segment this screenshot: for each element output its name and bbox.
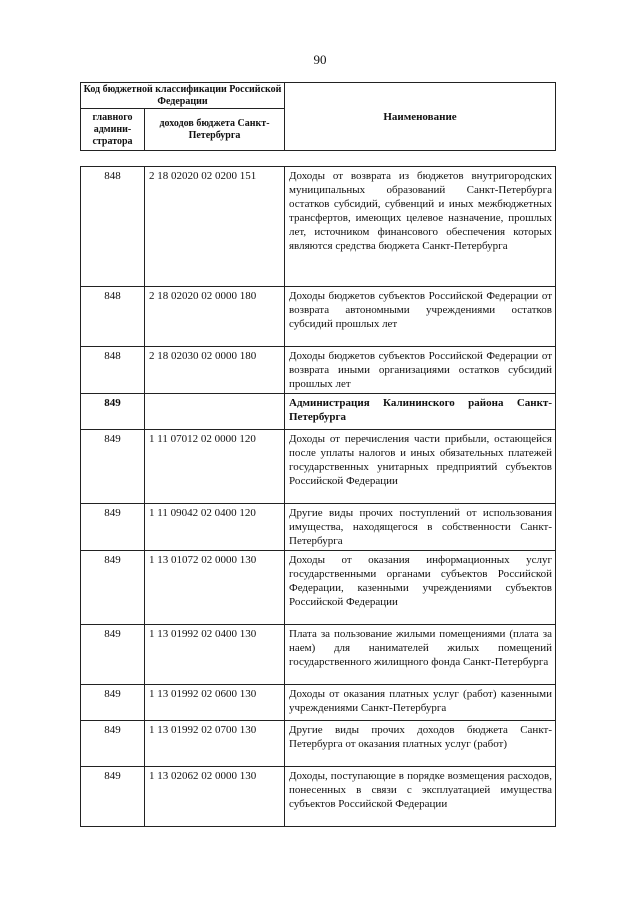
revenue-code-cell: 1 13 01992 02 0400 130 bbox=[145, 625, 285, 685]
revenue-code-cell: 1 13 01992 02 0700 130 bbox=[145, 721, 285, 767]
table-row bbox=[81, 287, 556, 347]
revenue-name-cell: Другие виды прочих поступлений от использования имущества, находящегося в собственности Санкт-Петербурга bbox=[285, 504, 556, 551]
header-group-label: Код бюджетной классификации Российской Федерации bbox=[81, 83, 285, 109]
admin-code-cell: 849 bbox=[81, 551, 145, 625]
table-row bbox=[81, 504, 556, 551]
revenue-name-cell: Доходы от оказания платных услуг (работ) казенными учреждениями Санкт-Петербурга bbox=[285, 685, 556, 721]
revenue-name-cell: Доходы от возврата из бюджетов внутригородских муниципальных образований Санкт-Петербурга остатков субсидий, субвенций и иных межбюджетных трансфертов, имеющих целевое назначение, прошлых лет, источником финансового обеспечения которых являются средства бюджета Санкт-Петербурга bbox=[285, 167, 556, 287]
table-row bbox=[81, 394, 556, 430]
header-admin-column: главного админи-стратора bbox=[81, 109, 145, 151]
admin-code-cell: 849 bbox=[81, 767, 145, 827]
classification-table bbox=[80, 166, 556, 827]
header-code-column: доходов бюджета Санкт-Петербурга bbox=[145, 109, 285, 151]
revenue-code-cell bbox=[145, 394, 285, 430]
revenue-name-cell: Доходы бюджетов субъектов Российской Федерации от возврата иными организациями остатков субсидий прошлых лет bbox=[285, 347, 556, 394]
table-row bbox=[81, 625, 556, 685]
table-row bbox=[81, 551, 556, 625]
revenue-code-cell: 1 11 09042 02 0400 120 bbox=[145, 504, 285, 551]
table-row bbox=[81, 167, 556, 287]
revenue-code-cell: 1 11 07012 02 0000 120 bbox=[145, 430, 285, 504]
revenue-name-cell: Плата за пользование жилыми помещениями (плата за наем) для нанимателей жилых помещений государственного жилищного фонда Санкт-Петербурга bbox=[285, 625, 556, 685]
admin-code-cell: 849 bbox=[81, 504, 145, 551]
revenue-name-cell: Доходы от оказания информационных услуг государственными органами субъектов Российской Федерации, казенными учреждениями субъектов Российской Федерации bbox=[285, 551, 556, 625]
admin-code-cell: 849 bbox=[81, 625, 145, 685]
revenue-code-cell: 1 13 01992 02 0600 130 bbox=[145, 685, 285, 721]
admin-code-cell: 848 bbox=[81, 167, 145, 287]
revenue-code-cell: 2 18 02030 02 0000 180 bbox=[145, 347, 285, 394]
revenue-code-cell: 2 18 02020 02 0000 180 bbox=[145, 287, 285, 347]
admin-code-cell: 848 bbox=[81, 287, 145, 347]
revenue-name-cell: Доходы бюджетов субъектов Российской Федерации от возврата автономными учреждениями остатков субсидий прошлых лет bbox=[285, 287, 556, 347]
admin-code-cell: 849 bbox=[81, 430, 145, 504]
revenue-name-cell: Администрация Калининского района Санкт-Петербурга bbox=[285, 394, 556, 430]
admin-code-cell: 849 bbox=[81, 394, 145, 430]
table-row bbox=[81, 685, 556, 721]
table-row bbox=[81, 721, 556, 767]
revenue-name-cell: Доходы от перечисления части прибыли, остающейся после уплаты налогов и иных обязательных платежей государственных унитарных предприятий субъектов Российской Федерации bbox=[285, 430, 556, 504]
revenue-code-cell: 2 18 02020 02 0200 151 bbox=[145, 167, 285, 287]
table-row bbox=[81, 347, 556, 394]
header-name-column: Наименование bbox=[285, 83, 556, 151]
table-row bbox=[81, 430, 556, 504]
admin-code-cell: 849 bbox=[81, 685, 145, 721]
revenue-name-cell: Другие виды прочих доходов бюджета Санкт-Петербурга от оказания платных услуг (работ) bbox=[285, 721, 556, 767]
revenue-code-cell: 1 13 01072 02 0000 130 bbox=[145, 551, 285, 625]
table-header bbox=[80, 82, 556, 151]
revenue-code-cell: 1 13 02062 02 0000 130 bbox=[145, 767, 285, 827]
revenue-name-cell: Доходы, поступающие в порядке возмещения расходов, понесенных в связи с эксплуатацией имущества субъектов Российской Федерации bbox=[285, 767, 556, 827]
page-number: 90 bbox=[313, 52, 327, 67]
admin-code-cell: 849 bbox=[81, 721, 145, 767]
admin-code-cell: 848 bbox=[81, 347, 145, 394]
table-row bbox=[81, 767, 556, 827]
